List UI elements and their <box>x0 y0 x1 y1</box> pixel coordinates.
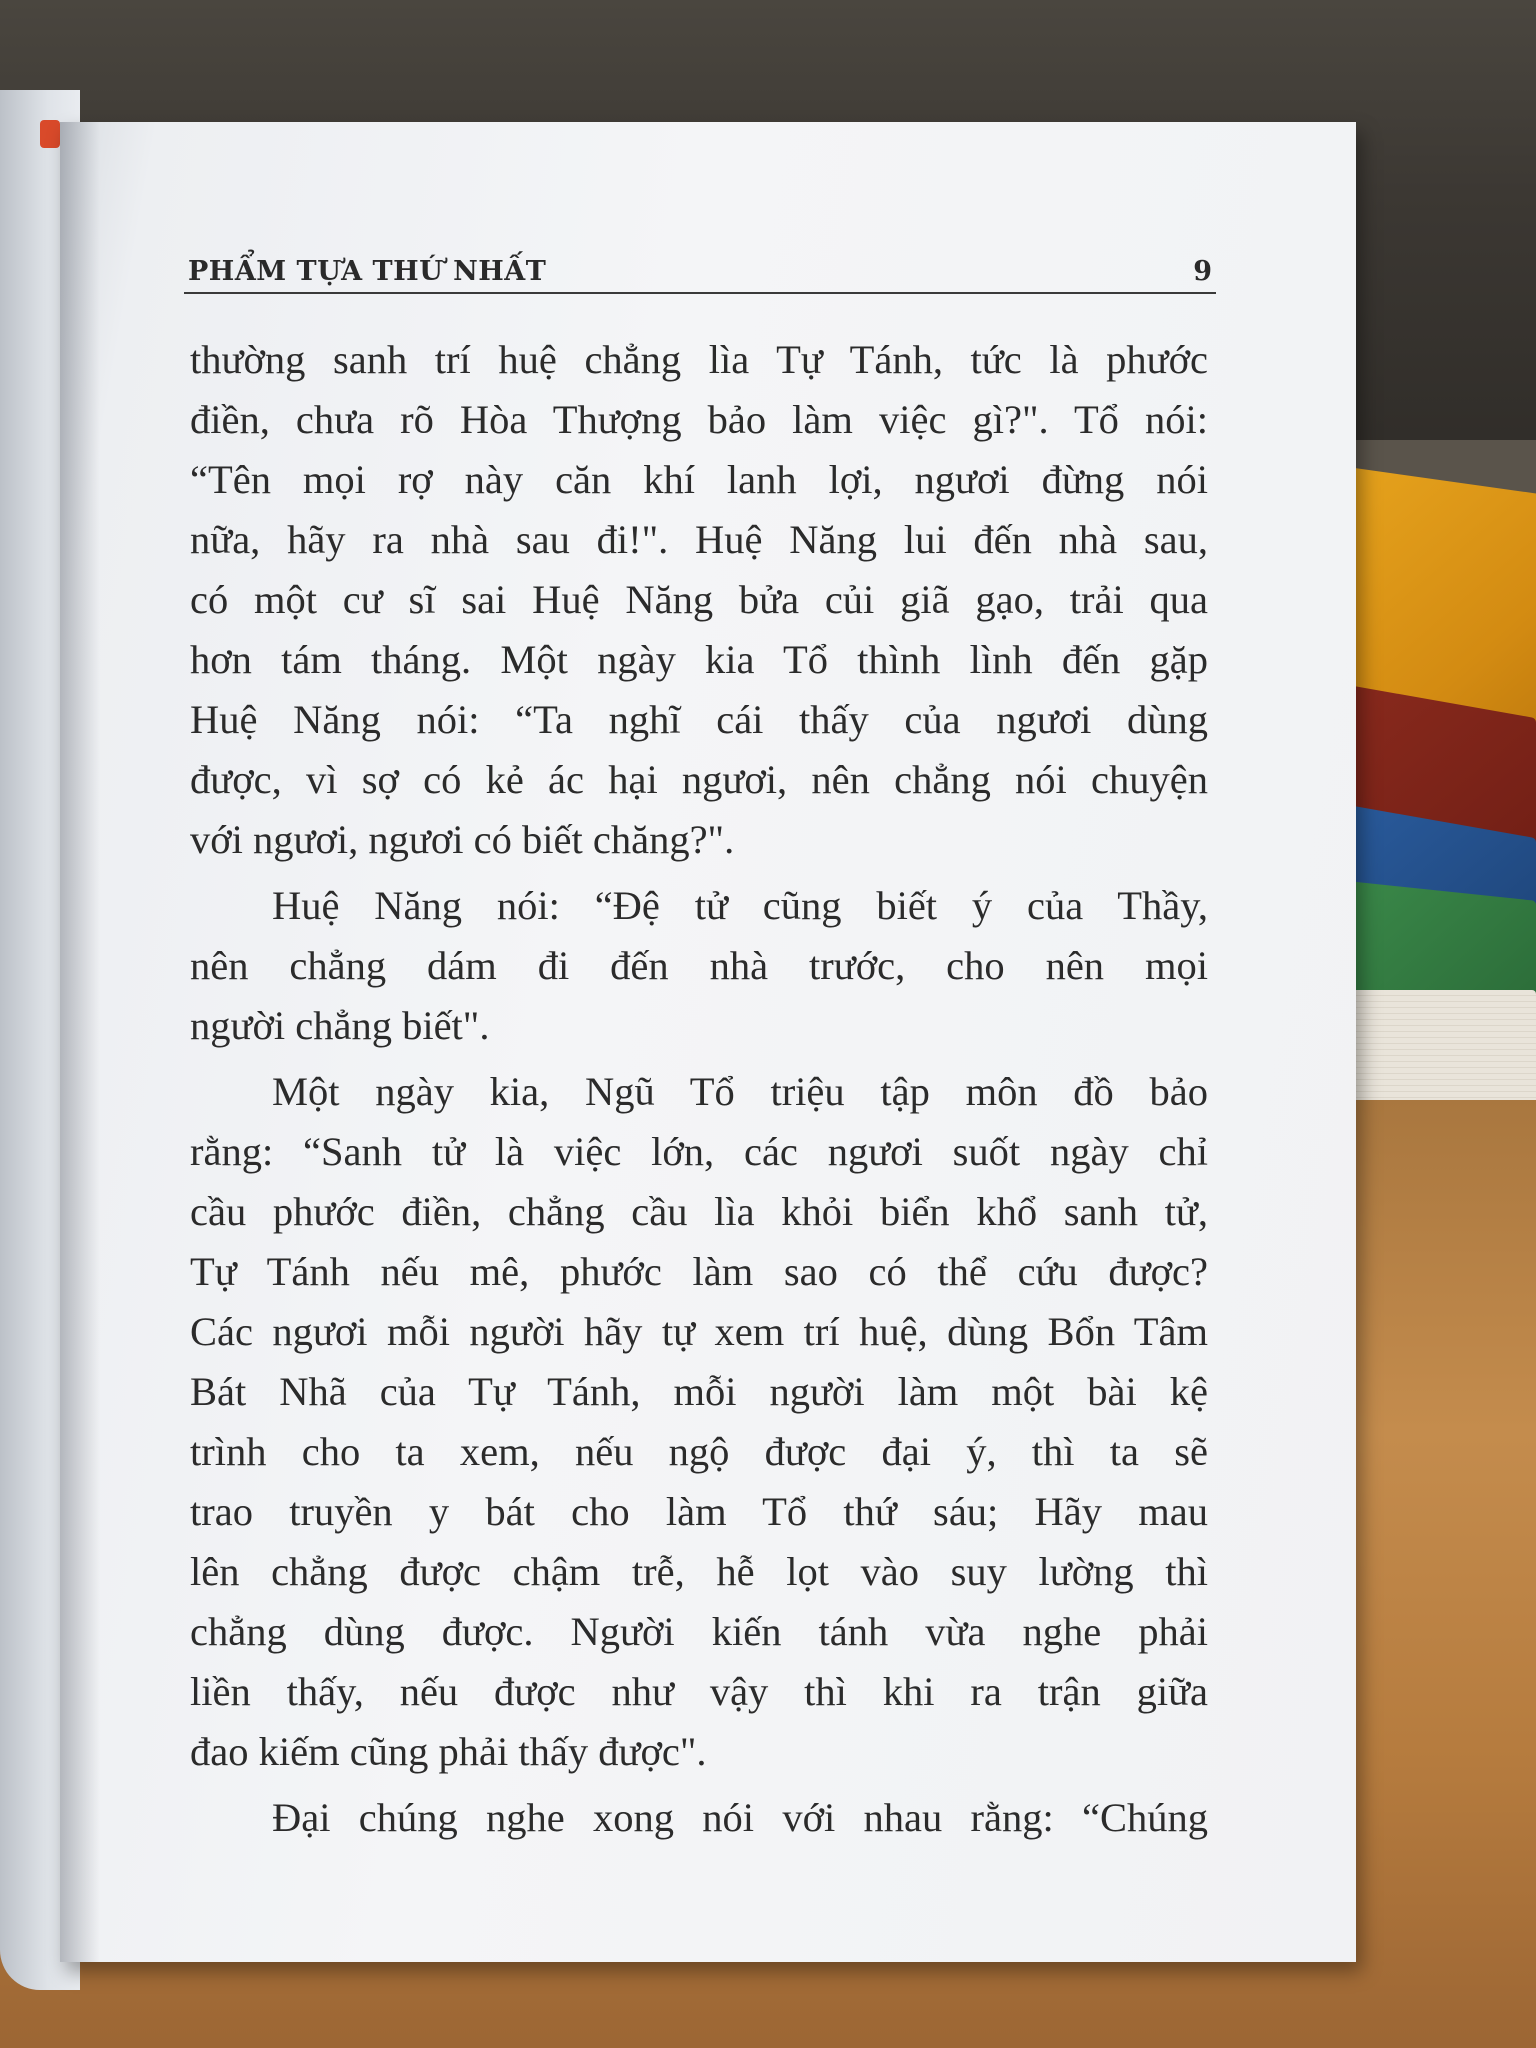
spine-shadow <box>60 122 100 1962</box>
text-line: liền thấy, nếu được như vậy thì khi ra trận giữa <box>190 1669 1208 1714</box>
cover-edge-marker <box>40 120 60 148</box>
text-line: lên chẳng được chậm trễ, hễ lọt vào suy lường thì <box>190 1549 1208 1594</box>
header-rule <box>184 292 1216 294</box>
text-line: Đại chúng nghe xong nói với nhau rằng: “Chúng <box>272 1795 1208 1840</box>
text-line: chẳng dùng được. Người kiến tánh vừa nghe phải <box>190 1609 1208 1654</box>
text-line: đao kiếm cũng phải thấy được". <box>190 1729 707 1774</box>
text-line: nên chẳng dám đi đến nhà trước, cho nên mọi <box>190 943 1208 988</box>
text-line: cầu phước điền, chẳng cầu lìa khỏi biển khổ sanh tử, <box>190 1189 1208 1234</box>
text-line: điền, chưa rõ Hòa Thượng bảo làm việc gì?". Tổ nói: <box>190 397 1208 442</box>
text-line: Bát Nhã của Tự Tánh, mỗi người làm một bài kệ <box>190 1369 1208 1414</box>
text-line: Huệ Năng nói: “Đệ tử cũng biết ý của Thầy, <box>272 883 1208 928</box>
text-line: với ngươi, ngươi có biết chăng?". <box>190 817 735 862</box>
text-line: “Tên mọi rợ này căn khí lanh lợi, ngươi đừng nói <box>190 457 1208 502</box>
text-line: được, vì sợ có kẻ ác hại ngươi, nên chẳng nói chuyện <box>190 757 1208 802</box>
text-line: hơn tám tháng. Một ngày kia Tổ thình lình đến gặp <box>190 637 1208 682</box>
text-line: trao truyền y bát cho làm Tổ thứ sáu; Hãy mau <box>190 1489 1208 1534</box>
text-line: có một cư sĩ sai Huệ Năng bửa củi giã gạo, trải qua <box>190 577 1208 622</box>
page-number: 9 <box>1193 256 1212 287</box>
text-line: người chẳng biết". <box>190 1003 490 1048</box>
text-line: trình cho ta xem, nếu ngộ được đại ý, thì ta sẽ <box>190 1429 1208 1474</box>
text-line: Huệ Năng nói: “Ta nghĩ cái thấy của ngươi dùng <box>190 697 1208 742</box>
text-line: nữa, hãy ra nhà sau đi!". Huệ Năng lui đến nhà sau, <box>190 517 1208 562</box>
running-header <box>188 256 1212 296</box>
body-text <box>190 330 1208 1848</box>
text-line: Một ngày kia, Ngũ Tổ triệu tập môn đồ bảo <box>272 1069 1208 1114</box>
text-line: thường sanh trí huệ chẳng lìa Tự Tánh, tức là phước <box>190 337 1208 382</box>
text-line: rằng: “Sanh tử là việc lớn, các ngươi suốt ngày chỉ <box>190 1129 1208 1174</box>
text-line: Các ngươi mỗi người hãy tự xem trí huệ, dùng Bổn Tâm <box>190 1309 1208 1354</box>
text-line: Tự Tánh nếu mê, phước làm sao có thể cứu được? <box>190 1249 1208 1294</box>
running-title: PHẨM TỰA THỨ NHẤT <box>188 256 547 287</box>
